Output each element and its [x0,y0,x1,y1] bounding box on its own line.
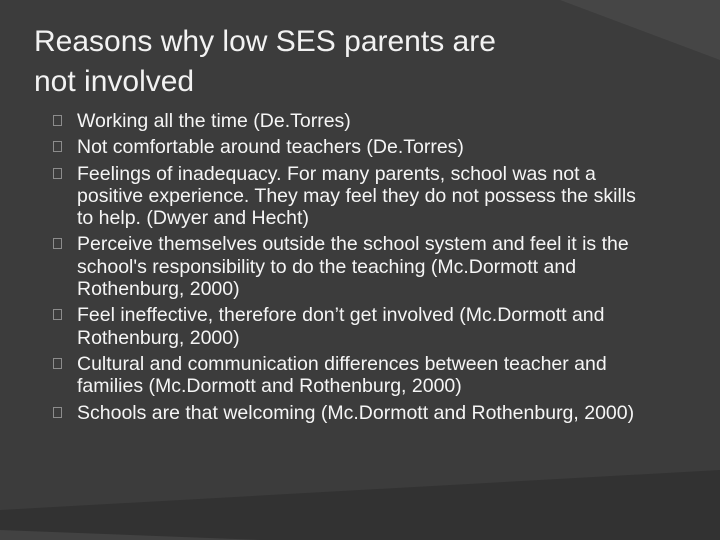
bullet-list [50,110,650,428]
bullet-text: Feel ineffective, therefore don’t get involved (Mc.Dormott and Rothenburg, 2000) [77,304,605,349]
square-bullet-icon [53,141,62,152]
bullet-item [50,136,650,158]
square-bullet-icon [53,238,62,249]
title-line-1: Reasons why low SES parents are [34,25,496,58]
bullet-text: Feelings of inadequacy. For many parents, school was not a positive experience. They may feel they do not possess the skills to help. (Dwyer and Hecht) [77,162,636,230]
square-bullet-icon [53,309,62,320]
bullet-item [50,233,650,300]
bullet-item [50,110,650,132]
dark-wedge-bottom [0,470,720,540]
bullet-item [50,402,650,424]
bullet-text: Schools are that welcoming (Mc.Dormott and Rothenburg, 2000) [77,401,635,424]
slide-title [34,22,674,102]
bullet-text: Not comfortable around teachers (De.Torres) [77,136,464,159]
bullet-text: Cultural and communication differences between teacher and families (Mc.Dormott and Rothenburg, 2000) [77,352,607,398]
square-bullet-icon [53,407,62,418]
bullet-text: Working all the time (De.Torres) [77,110,351,132]
square-bullet-icon [53,168,62,179]
bullet-item [50,304,650,349]
square-bullet-icon [53,358,62,369]
bullet-item [50,163,650,230]
title-line-2: not involved [34,65,195,98]
square-bullet-icon [53,115,62,126]
bullet-text: Perceive themselves outside the school system and feel it is the school's responsibility to do the teaching (Mc.Dormott and Rothenburg, 2000) [77,233,629,301]
bullet-item [50,353,650,398]
